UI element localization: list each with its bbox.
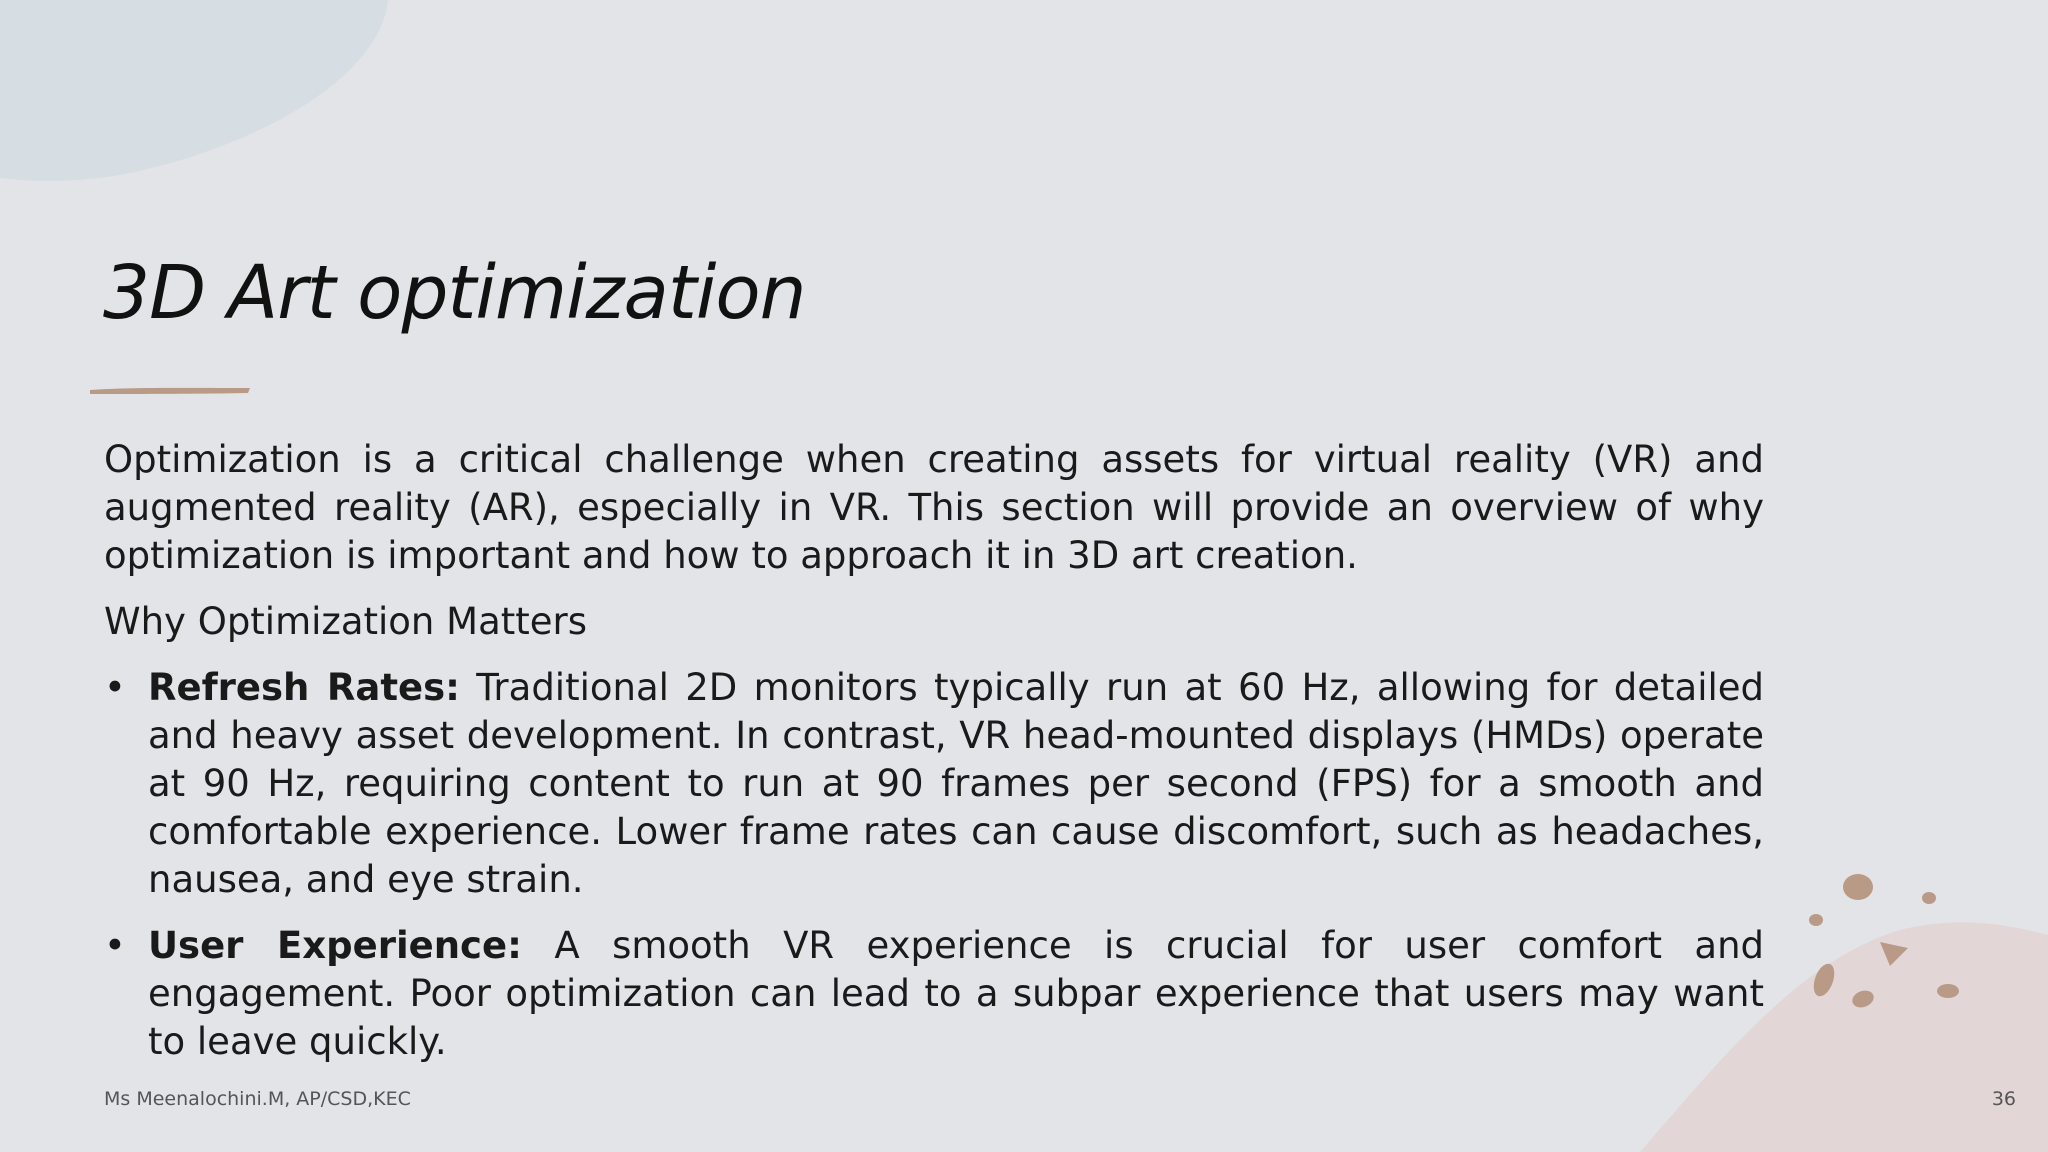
bullet-term: User Experience: [148, 924, 522, 967]
bullet-icon: • [104, 924, 126, 967]
slide-title: 3D Art optimization [103, 250, 806, 336]
intro-paragraph: Optimization is a critical challenge when creating assets for virtual reality (VR) and augmented reality (AR), especially in VR. This section will provide an overview of why optimization is important and how to approach it in 3D art creation. [104, 438, 1764, 577]
footer-author: Ms Meenalochini.M, AP/CSD,KEC [104, 1088, 411, 1110]
bullet-text: Traditional 2D monitors typically run at 60 Hz, allowing for detailed and heavy asset development. In contrast, VR head-mounted displays (HMDs) operate at 90 Hz, requiring content to run at 90 frames per second (FPS) for a smooth and comfortable experience. Lower frame rates can cause discomfort, such as headaches, nausea, and eye strain. [148, 666, 1764, 901]
bullet-item-refresh-rates [104, 664, 1764, 904]
bullet-text: A smooth VR experience is crucial for user comfort and engagement. Poor optimization can lead to a subpar experience that users may want to leave quickly. [148, 924, 1765, 1063]
bullet-term: Refresh Rates: [148, 666, 460, 709]
bullet-item-user-experience [104, 922, 1764, 1066]
subheading: Why Optimization Matters [104, 600, 588, 643]
page-number: 36 [1991, 1088, 2016, 1110]
bullet-list [104, 664, 1764, 1066]
bullet-icon: • [104, 666, 126, 709]
title-underline [90, 388, 250, 394]
slide-body [104, 436, 1764, 1084]
top-left-blob [0, 0, 388, 181]
